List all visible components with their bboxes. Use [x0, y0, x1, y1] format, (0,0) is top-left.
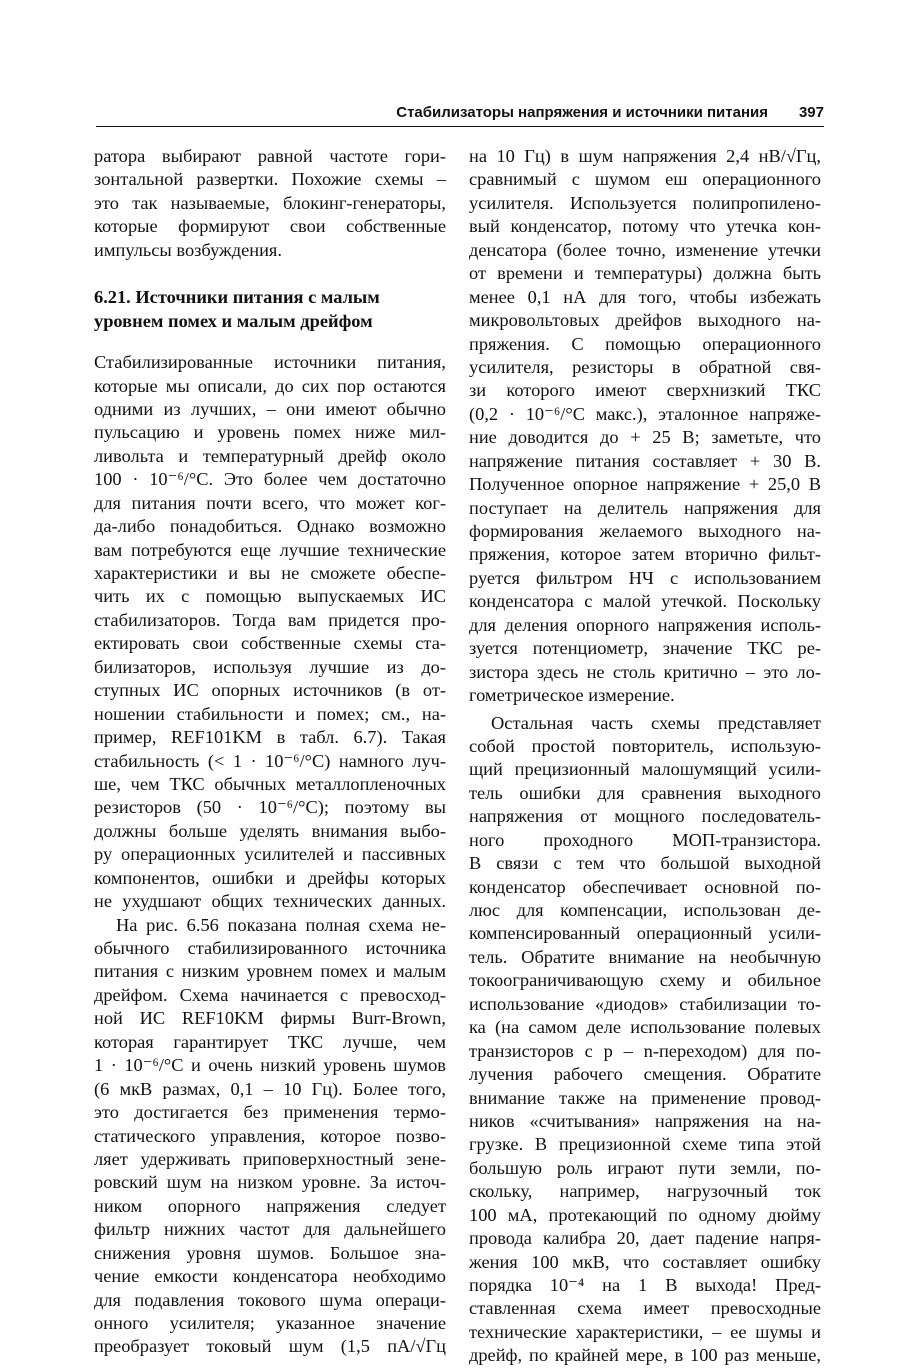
- text-line: ступных ИС опорных источников (в от-: [94, 680, 446, 701]
- text-line: микровольтовых дрейфов выходного на-: [469, 310, 821, 331]
- text-line: ру операционных усилителей и пассивных: [94, 844, 446, 865]
- text-line: для подавления токового шума операци-: [94, 1289, 446, 1310]
- text-line: люс для компенсации, использован де-: [469, 900, 821, 920]
- paragraph: [94, 351, 446, 914]
- text-line: не ухудшают общих технических данных.: [94, 891, 446, 912]
- text-line: ной ИС REF10KM фирмы Burr-Brown,: [94, 1008, 446, 1029]
- text-line: питания с низким уровнем помех и малым: [94, 961, 446, 982]
- text-line: напряжение питания составляет + 30 В.: [469, 450, 821, 471]
- text-line: Остальная часть схемы представляет: [491, 712, 821, 733]
- text-line: 1 · 10⁻⁶/°С и очень низкий уровень шумов: [94, 1055, 446, 1076]
- text-line: лучения рабочего смещения. Обратите: [469, 1064, 821, 1085]
- page-number: 397: [798, 104, 824, 121]
- text-line: использование «диодов» стабилизации то-: [469, 993, 821, 1014]
- text-line: жения 100 мкВ, что составляет ошибку: [469, 1251, 821, 1272]
- text-line: онного усилителя; указанное значение: [94, 1313, 446, 1333]
- text-line: гометрическое измерение.: [469, 685, 675, 706]
- text-line: ляет удерживать приповерхностный зене-: [94, 1148, 446, 1169]
- text-line: ка (на самом деле использование полевых: [469, 1017, 821, 1038]
- text-line: которые мы описали, до сих пор остаются: [94, 375, 446, 396]
- text-line: В связи с тем что большой выходной: [469, 853, 821, 874]
- text-line: большую роль играют пути земли, по-: [469, 1157, 821, 1178]
- text-line: зистора здесь не столь критично – это ло-: [469, 661, 821, 682]
- text-line: провода калибра 20, дает падение напря-: [469, 1228, 821, 1249]
- page-header: [96, 104, 824, 127]
- text-line: конденсатора с малой утечкой. Поскольку: [469, 591, 821, 612]
- paragraph: [469, 712, 821, 1368]
- text-line: компенсированный операционный усили-: [469, 923, 821, 944]
- text-line: это достигается без применения термо-: [94, 1102, 446, 1123]
- text-line: которые формируют свои собственные: [94, 216, 446, 237]
- text-line: формирования желаемого выходного на-: [469, 521, 821, 541]
- text-line: чение емкости конденсатора необходимо: [94, 1266, 446, 1287]
- text-line: собой простой повторитель, использую-: [469, 735, 821, 756]
- text-line: ше, чем ТКС обычных металлопленочных: [94, 773, 446, 794]
- text-line: сравнимый с шумом eш операционного: [469, 169, 821, 190]
- text-line: для питания почти всего, что может ког-: [94, 492, 446, 513]
- text-line: от времени и температуры) должна быть: [469, 263, 821, 284]
- text-line: фильтр нижних частот для дальнейшего: [94, 1219, 446, 1240]
- text-line: зуется потенциометр, значение ТКС ре-: [469, 638, 821, 659]
- text-line: зонтальной развертки. Похожие схемы –: [94, 169, 446, 190]
- text-line: порядка 10⁻⁴ на 1 В выхода! Пред-: [469, 1275, 821, 1295]
- text-line: денсатора (более точно, изменение утечки: [469, 239, 821, 260]
- text-line: (6 мкВ размах, 0,1 – 10 Гц). Более того,: [94, 1078, 446, 1099]
- running-title: Стабилизаторы напряжения и источники питания: [396, 104, 768, 121]
- text-line: вам потребуются еще лучшие технические: [94, 539, 446, 560]
- text-line: чить их с помощью выпускаемых ИС: [94, 586, 446, 607]
- text-line: ником опорного напряжения следует: [94, 1195, 446, 1216]
- text-line: скольку, например, нагрузочный ток: [469, 1181, 821, 1202]
- text-line: это так называемые, блокинг-генераторы,: [94, 192, 446, 213]
- text-line: поступает на делитель напряжения для: [469, 497, 821, 518]
- text-line: на 10 Гц) в шум напряжения 2,4 нВ/√Гц,: [469, 146, 821, 166]
- text-line: тель ошибки для сравнения выходного: [469, 782, 821, 803]
- text-line: вый конденсатор, потому что утечка кон-: [469, 216, 821, 237]
- right-column: [469, 145, 821, 1368]
- text-line: ставленная схема имеет превосходные: [469, 1298, 821, 1319]
- text-line: статического управления, которое позво-: [94, 1125, 446, 1146]
- text-line: да-либо понадобиться. Однако возможно: [94, 516, 446, 537]
- section-heading-line: уровнем помех и малым дрейфом: [94, 310, 373, 331]
- text-line: усилителя. Используется полипропилено-: [469, 192, 821, 213]
- text-line: импульсы возбуждения.: [94, 239, 282, 260]
- text-line: На рис. 6.56 показана полная схема не-: [116, 914, 446, 935]
- text-line: одними из лучших, – они имеют обычно: [94, 398, 446, 419]
- text-line: для деления опорного напряжения исполь-: [469, 614, 821, 635]
- text-line: стабилизаторов. Тогда вам придется про-: [94, 609, 446, 630]
- text-line: транзисторов с p – n-переходом) для по-: [469, 1040, 821, 1061]
- text-line: менее 0,1 нА для того, чтобы избежать: [469, 286, 821, 307]
- section-heading: [94, 286, 446, 333]
- text-line: пряжения. С помощью операционного: [469, 333, 821, 354]
- text-line: пример, REF101KM в табл. 6.7). Такая: [94, 727, 446, 748]
- text-line: пряжения, которое затем вторично фильт-: [469, 544, 821, 565]
- text-line: щий прецизионный малошумящий усили-: [469, 759, 821, 780]
- text-line: обычного стабилизированного источника: [94, 938, 446, 958]
- text-line: дрейф, по крайней мере, в 100 раз меньше,: [469, 1345, 821, 1366]
- text-line: ектировать свои собственные схемы ста-: [94, 633, 446, 654]
- text-line: должны больше уделять внимания выбо-: [94, 820, 446, 841]
- text-line: билизаторов, используя лучшие из до-: [94, 656, 446, 677]
- intro-paragraph: [94, 145, 446, 262]
- text-line: ного проходного МОП-транзистора.: [469, 829, 821, 850]
- text-line: которая гарантирует ТКС лучше, чем: [94, 1031, 446, 1052]
- paragraph: [94, 914, 446, 1359]
- text-line: тель. Обратите внимание на необычную: [469, 946, 821, 967]
- left-column: [94, 145, 446, 1359]
- text-line: ратора выбирают равной частоте гори-: [94, 146, 446, 166]
- text-line: характеристики и вы не сможете обеспе-: [94, 563, 446, 583]
- text-line: пульсацию и уровень помех ниже мил-: [94, 422, 446, 443]
- text-line: конденсатор обеспечивает основной по-: [469, 876, 821, 897]
- text-line: ников «считывания» напряжения на на-: [469, 1110, 821, 1131]
- text-line: стабильность (< 1 · 10⁻⁶/°С) намного луч-: [94, 750, 446, 771]
- text-line: зи которого имеют сверхнизкий ТКС: [469, 380, 821, 401]
- text-line: внимание также на применение провод-: [469, 1087, 821, 1108]
- text-line: ношении стабильности и помех; см., на-: [94, 703, 446, 724]
- text-line: 100 · 10⁻⁶/°С. Это более чем достаточно: [94, 469, 446, 490]
- text-line: компонентов, ошибки и дрейфы которых: [94, 867, 446, 888]
- text-line: дрейфом. Схема начинается с превосход-: [94, 984, 446, 1005]
- text-line: снижения уровня шумов. Большое зна-: [94, 1242, 446, 1263]
- paragraph: [469, 145, 821, 708]
- text-line: грузке. В прецизионной схеме типа этой: [469, 1134, 821, 1155]
- text-line: руется фильтром НЧ с использованием: [469, 567, 821, 588]
- text-line: преобразует токовый шум (1,5 пА/√Гц: [94, 1336, 446, 1357]
- text-line: токоограничивающую схему и обильное: [469, 970, 821, 991]
- text-line: ливольта и температурный дрейф около: [94, 445, 446, 466]
- text-line: резисторов (50 · 10⁻⁶/°С); поэтому вы: [94, 797, 446, 818]
- text-line: ровский шум на низком уровне. За источ-: [94, 1172, 446, 1193]
- text-line: технические характеристики, – ее шумы и: [469, 1321, 821, 1342]
- text-line: Стабилизированные источники питания,: [94, 352, 446, 373]
- text-line: 100 мА, протекающий по одному дюйму: [469, 1204, 821, 1225]
- text-line: (0,2 · 10⁻⁶/°С макс.), эталонное напряже-: [469, 403, 821, 424]
- text-line: Полученное опорное напряжение + 25,0 В: [469, 474, 821, 495]
- text-line: ние доводится до + 25 В; заметьте, что: [469, 427, 821, 448]
- text-line: усилителя, резисторы в обратной свя-: [469, 356, 821, 377]
- text-line: напряжения от мощного последователь-: [469, 806, 821, 827]
- section-heading-line: 6.21. Источники питания с малым: [94, 287, 380, 308]
